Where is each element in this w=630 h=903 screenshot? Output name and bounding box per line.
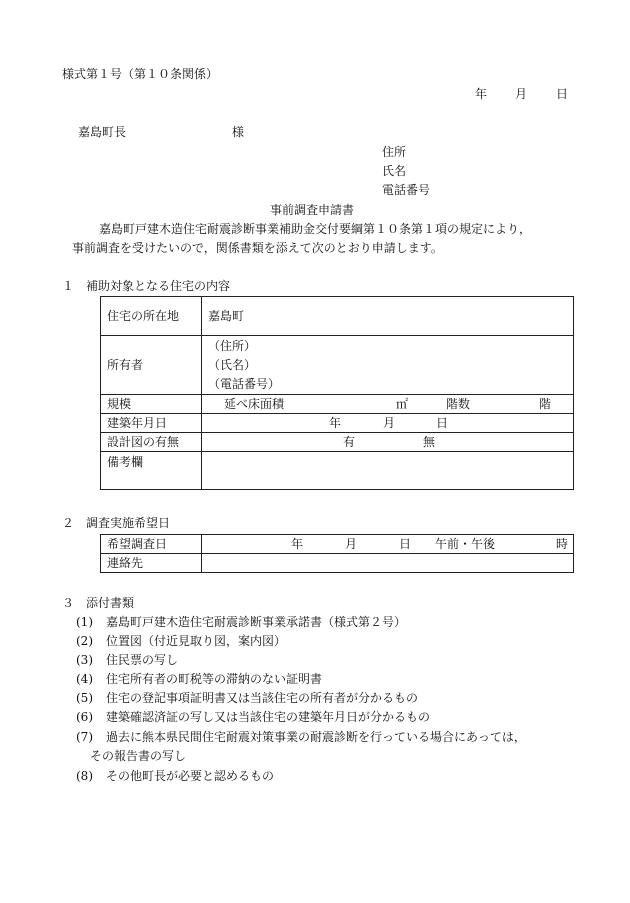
body-line-1: 嘉島町戸建木造住宅耐震診断事業補助金交付要綱第１０条第１項の規定により， [99,222,532,236]
floors-label: 階数 [446,397,471,411]
section2-heading: ２ 調査実施希望日 [62,516,171,530]
location-value: 嘉島町 [202,297,574,336]
date-year-label: 年 [475,87,488,101]
survey-date-table [100,534,574,573]
attachment-4-text: 住宅所有者の町税等の滞納のない証明書 [106,672,323,686]
built-day: 日 [436,416,449,430]
contact-value [202,554,574,573]
attachment-4-num: (4) [76,672,93,686]
attachment-2-num: (2) [76,634,93,648]
attachment-1-num: (1) [76,615,93,629]
contact-label: 連絡先 [101,554,202,573]
form-number: 様式第１号（第１０条関係） [62,67,219,81]
date-day-label: 日 [556,87,569,101]
date-month-label: 月 [515,87,528,101]
wish-hour: 時 [556,537,569,551]
built-month: 月 [383,416,396,430]
design-no: 無 [423,435,436,449]
owner-label: 所有者 [101,336,202,395]
attachment-6-text: 建築確認済証の写し又は当該住宅の建築年月日が分かるもの [106,710,431,724]
wish-year: 年 [291,537,304,551]
addressee-name: 嘉島町長 [78,125,127,139]
wish-ampm: 午前・午後 [435,537,496,551]
design-yes: 有 [343,435,356,449]
house-details-table [100,296,574,490]
remarks-value [202,452,574,490]
floor-area-unit: ㎡ [396,397,409,411]
wish-date-cell [202,535,574,554]
applicant-name-label: 氏名 [382,164,407,178]
attachment-2-text: 位置図（付近見取り図，案内図） [106,634,287,648]
attachment-7-continuation: その報告書の写し [90,749,187,763]
owner-phone: （電話番号） [208,376,281,391]
attachment-7-num: (7) [76,730,93,744]
owner-details [202,336,574,395]
applicant-address-label: 住所 [382,145,407,159]
applicant-phone-label: 電話番号 [382,183,431,197]
design-cell [202,433,574,452]
body-line-2: 事前調査を受けたいので，関係書類を添えて次のとおり申請します。 [72,241,443,255]
built-year: 年 [329,416,342,430]
floors-unit: 階 [539,397,552,411]
attachment-8-text: その他町長が必要と認めるもの [106,769,275,783]
attachment-6-num: (6) [76,710,93,724]
built-date-cell [202,414,574,433]
design-label: 設計図の有無 [101,433,202,452]
addressee-honorific: 様 [232,125,245,139]
document-title: 事前調査申請書 [270,203,355,217]
section3-heading: ３ 添付書類 [62,596,135,610]
owner-name: （氏名） [208,357,257,372]
remarks-label: 備考欄 [101,452,202,490]
floor-area-label: 延べ床面積 [224,397,285,411]
attachment-3-text: 住民票の写し [106,653,179,667]
attachment-5-text: 住宅の登記事項証明書又は当該住宅の所有者が分かるもの [106,691,419,705]
section1-heading: １ 補助対象となる住宅の内容 [62,279,231,293]
location-label: 住宅の所在地 [101,297,202,336]
built-label: 建築年月日 [101,414,202,433]
attachment-5-num: (5) [76,691,93,705]
scale-cell [202,395,574,414]
attachment-3-num: (3) [76,653,93,667]
wish-month: 月 [345,537,358,551]
wish-day: 日 [399,537,412,551]
scale-label: 規模 [101,395,202,414]
wish-label: 希望調査日 [101,535,202,554]
owner-address: （住所） [208,338,257,353]
attachment-8-num: (8) [76,769,93,783]
attachment-7-text: 過去に熊本県民間住宅耐震対策事業の耐震診断を行っている場合にあっては， [106,730,526,744]
attachment-1-text: 嘉島町戸建木造住宅耐震診断事業承諾書（様式第２号） [106,615,407,629]
